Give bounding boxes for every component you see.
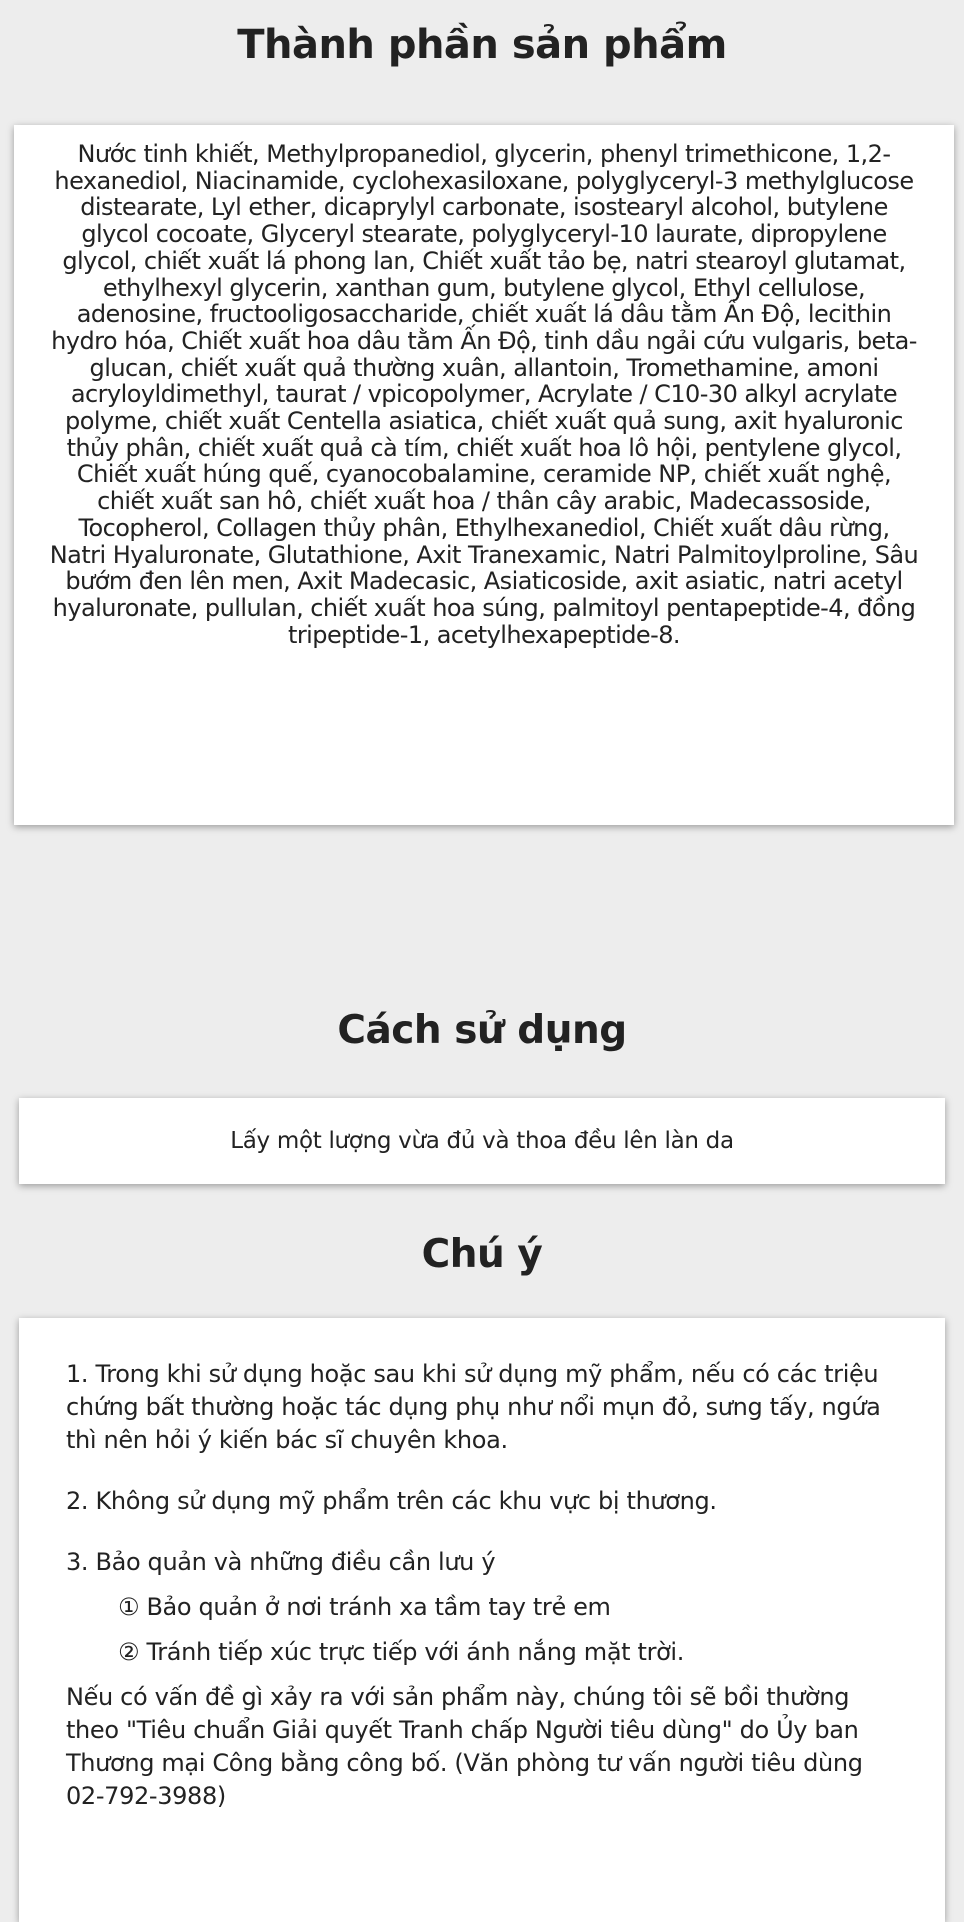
ingredients-card	[14, 125, 954, 825]
ingredients-text: Nước tinh khiết, Methylpropanediol, glycerin, phenyl trimethicone, 1,2-hexanediol, Niacinamide, cyclohexasiloxane, polyglyceryl-3 methylglucose distearate, Lyl ether, dicaprylyl carbonate, isostearyl alcohol, butylene glycol cocoate, Glyceryl stearate, polyglyceryl-10 laurate, dipropylene glycol, chiết xuất lá phong lan, Chiết xuất tảo bẹ, natri stearoyl glutamat, ethylhexyl glycerin, xanthan gum, butylene glycol, Ethyl cellulose, adenosine, fructooligosaccharide, chiết xuất lá dâu tằm Ấn Độ, lecithin hydro hóa, Chiết xuất hoa dâu tằm Ấn Độ, tinh dầu ngải cứu vulgaris, beta-glucan, chiết xuất quả thường xuân, allantoin, Tromethamine, amoni acryloyldimethyl, taurat / vpicopolymer, Acrylate / C10-30 alkyl acrylate polyme, chiết xuất Centella asiatica, chiết xuất quả sung, axit hyaluronic thủy phân, chiết xuất quả cà tím, chiết xuất hoa lô hội, pentylene glycol, Chiết xuất húng quế, cyanocobalamine, ceramide NP, chiết xuất nghệ, chiết xuất san hô, chiết xuất hoa / thân cây arabic, Madecassoside, Tocopherol, Collagen thủy phân, Ethylhexanediol, Chiết xuất dâu rừng, Natri Hyaluronate, Glutathione, Axit Tranexamic, Natri Palmitoylproline, Sâu bướm đen lên men, Axit Madecasic, Asiaticoside, axit asiatic, natri acetyl hyaluronate, pullulan, chiết xuất hoa súng, palmitoyl pentapeptide-4, đồng tripeptide-1, acetylhexapeptide-8.	[49, 140, 919, 649]
usage-card	[19, 1098, 945, 1184]
caution-item-1: 1. Trong khi sử dụng hoặc sau khi sử dụng mỹ phẩm, nếu có các triệu chứng bất thường hoặc tác dụng phụ như nổi mụn đỏ, sưng tấy, ngứa thì nên hỏi ý kiến bác sĩ chuyên khoa.	[66, 1360, 881, 1454]
caution-title: Chú ý	[421, 1232, 543, 1277]
caution-item-3: 3. Bảo quản và những điều cần lưu ý	[66, 1548, 496, 1576]
caution-subitem-1: ① Bảo quản ở nơi tránh xa tầm tay trẻ em	[118, 1593, 611, 1621]
caution-card	[19, 1318, 945, 1922]
ingredients-title: Thành phần sản phẩm	[237, 22, 727, 68]
caution-subitem-2: ② Tránh tiếp xúc trực tiếp với ánh nắng mặt trời.	[118, 1638, 685, 1666]
caution-item-2: 2. Không sử dụng mỹ phẩm trên các khu vực bị thương.	[66, 1487, 717, 1515]
usage-text: Lấy một lượng vừa đủ và thoa đều lên làn da	[230, 1128, 734, 1154]
usage-title: Cách sử dụng	[337, 1008, 627, 1053]
caution-note: Nếu có vấn đề gì xảy ra với sản phẩm này, chúng tôi sẽ bồi thường theo "Tiêu chuẩn Giải quyết Tranh chấp Người tiêu dùng" do Ủy ban Thương mại Công bằng công bố. (Văn phòng tư vấn người tiêu dùng 02-792-3988)	[66, 1683, 863, 1810]
